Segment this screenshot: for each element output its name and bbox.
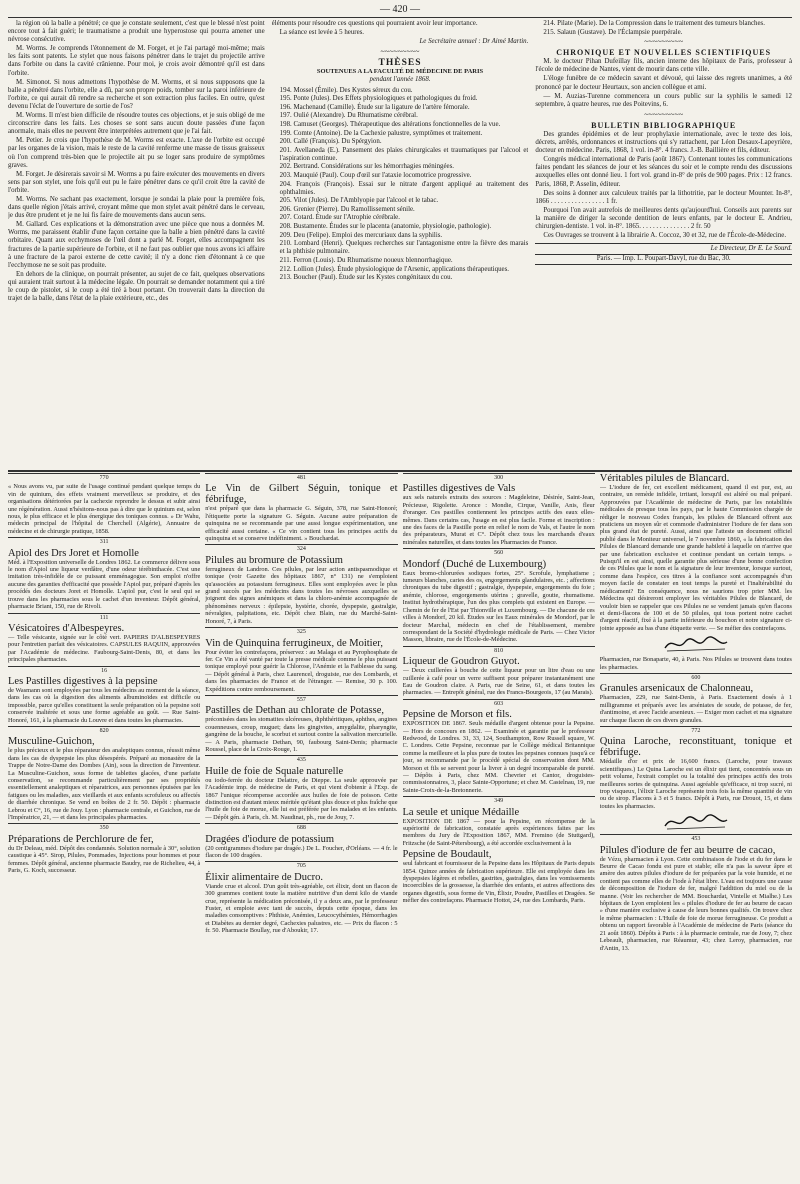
ad-title: Vésicatoires d'Albespeyres. — [8, 622, 125, 634]
ad-title: Le Vin de Gilbert Séguin, tonique et fébrifuge, — [205, 483, 398, 506]
thesis-item: 202. Bertrand. Considérations sur les hémorrhagies méningées. — [279, 163, 455, 171]
ad-title: Pepsine de Morson et fils. — [402, 709, 512, 721]
handwritten-signature — [661, 812, 731, 832]
ad-text: aux sels naturels extraits des sources : Magdeleine, Désirée, Saint-Jean, Précieuse, Rigolette. Aronce : Mondie, Cirque, Vanille, Anis, fleur d'oranger. Ces pastilles contiennent les principes actifs des eaux elles-mêmes. Dans certains cas, l'usage en est plus facile. Forme et inscription : une des faces de la Pastille porte en relief le nom de Vals, et l'autre le nom des préparateurs, Murat et C°. Dépôt chez tous les marchands d'eaux minérales naturelles, et dans toutes les Pharmacies de France. — [402, 494, 595, 546]
page-number: — 420 — — [380, 4, 420, 15]
ad-number: 688 — [296, 825, 306, 832]
ad-title: Pilules d'iodure de fer au beurre de cacao, — [599, 844, 776, 856]
secretary-signature: Le Secrétaire annuel : Dr Aimé Martin. — [419, 38, 529, 46]
ad-title: Pastilles digestives de Vals — [402, 483, 516, 495]
thesis-item: 205. Vilot (Jules). De l'Amblyopie par l'alcool et le tabac. — [279, 197, 439, 205]
chronique-title: CHRONIQUE ET NOUVELLES SCIENTIFIQUES — [556, 48, 772, 58]
paragraph: la région où la balle a pénétré; ce que je constate seulement, c'est que le blessé n'est point encore tout à fait guéri; le traumatisme a produit une hyperostose qui pourra amener une névrose consécutive. — [8, 20, 265, 44]
advertisement — [403, 699, 595, 794]
ad-number: 324 — [296, 546, 306, 553]
paragraph: M. Simonot. Si nous admettons l'hypothèse de M. Worms, et si nous supposons que la balle a pénétré dans l'orbite, elle a dû, par son propre poids, tomber sur la paroi inférieure de l'orbite, ce qui aurait dû rendre sa recherche et son extraction plus faciles. En outre, qu'est devenu l'éclat de l'ouverture de sortie de l'os? — [8, 78, 265, 110]
ad-divider — [205, 627, 397, 628]
text-column-3 — [535, 20, 792, 468]
ad-text: n'est préparé que dans la pharmacie G. Séguin, 378, rue Saint-Honoré; l'étiquette porte la signature G. Séguin. Aucune autre préparation de quinquina ne se recommande par une aussi longue expérimentation, une efficacité aussi certaine. « Ce vin contient tous les principes actifs du quinquina et se conserve indéfiniment. » Bouchardat. — [205, 505, 398, 543]
advertisement — [403, 849, 595, 904]
theses-list — [272, 87, 529, 283]
ad-divider — [600, 834, 792, 835]
ad-divider — [403, 699, 595, 700]
advertisement — [205, 823, 397, 859]
thesis-item: 194. Mossel (Émile). Des Kystes séreux du cou. — [279, 86, 413, 94]
chronique-body — [535, 58, 792, 109]
ad-text: Eaux bromo-chlorurées sodiques fortes, 25°. Scrofule, lymphatisme ; tumeurs blanches, caries des os, engorgements glandulaires, etc. ; affections chroniques du tube digestif ; gastralgie, dyspepsie, engorgements du foie ; anémie, chlorose, engorgements utérins ; gravelle, goutte, rhumatisme. Institut hydrothérapique, l'un des plus complets qui existent en Europe. — Chemin de fer de l'Est par Thionville et Luxembourg. — De chacune de ces villes à Mondorf, 20 kil. Études sur les Eaux minérales de Mondorf, par le docteur Marchal, médecin en chef de l'établissement, membre correspondant de la Société d'hydrologie médicale de Paris. — Chez Victor Masson, libraire, rue de l'École-de-Médecine. — [402, 569, 595, 644]
news-item: L'éloge funèbre de ce médecin savant et dévoué, qui laisse des regrets unanimes, a été prononcé par le docteur Heurtaux, son ancien collègue et ami. — [535, 75, 792, 91]
director-line: Le Directeur, Dr E. Le Sourd. — [710, 245, 792, 253]
ad-divider — [205, 473, 397, 474]
theses-period: pendant l'année 1868. — [369, 76, 431, 84]
thesis-item: 211. Ferron (Louis). Du Rhumatisme noueux blennorrhagique. — [279, 256, 453, 264]
ad-text: le plus précieux et le plus réparateur des analeptiques connus, réussit même dans les cas de dyspepsie les plus désespérés. Préparé au monastère de la Trappe de Notre-Dame des Dombes (Ain), sous la direction de l'inventeur. La Musculine-Guichon, sous forme de tablettes glacées, d'une parfaite conservation, se recommande particulièrement par ses propriétés essentiellement analeptiques et réparatrices, aux personnes épuisées par les fatigues ou les maladies, aux vieillards et aux enfants scrofuleux ou affectés de diarrhée chronique. Se vend en boîtes de 2 fr. 50. Dépôt : pharmacie Lebrou et C°, 16, rue de Jouy. Lyon : pharmacie centrale, et Guichon, rue de l'Impératrice, 21, — et dans les principales pharmacies. — [8, 747, 201, 822]
advertisement — [205, 695, 397, 753]
ads-column-1 — [8, 473, 200, 1173]
ad-title: Mondorf (Duché de Luxembourg) — [402, 558, 547, 570]
advertisement — [205, 755, 397, 821]
ad-number: 300 — [494, 475, 504, 481]
paragraph: M. Worms. Je comprends l'étonnement de M. Forget, et je l'ai partagé moi-même; mais les faits sont patents. Le stylet que nous faisons pénétrer dans le trajet du projectile arrive dans l'orbite ou dans la cavité crânienne. Pour moi, je crois avoir démontré qu'il est dans l'orbite. — [8, 45, 265, 77]
ad-title: Apiol des Drs Joret et Homolle — [8, 547, 139, 559]
ad-title: Pastilles de Dethan au chlorate de Potasse, — [205, 705, 384, 717]
closing-line: La séance est levée à 5 heures. — [279, 29, 365, 37]
ad-number: 16 — [101, 667, 108, 674]
ad-text: seul fabricant et fournisseur de la Pepsine dans les Hôpitaux de Paris depuis 1854. Quinze années de fabrication supérieure. Elle est employée dans les dyspepsies légères et rebelles, gastrites, gastralgies, dans les vomissements incoercibles de la grossesse, la diarrhée des enfants, et autres affections des organes digestifs, sous forme de Vin, Élixir, Poudre, Pastilles et Dragées. Se méfier des contrefaçons. Pharmacie Hottot, 24, rue des Lombards, Paris. — [402, 860, 595, 905]
ad-number: 453 — [691, 836, 701, 843]
divider-ornament: ~~~~~~~~~ — [644, 109, 684, 119]
thesis-item: 215. Salaun (Gustave). De l'Éclampsie puerpérale. — [543, 28, 683, 36]
journal-page — [8, 3, 792, 1178]
top-rule — [8, 17, 792, 18]
thesis-item: 200. Callé (François). Du Spérgyion. — [279, 138, 382, 146]
ad-divider — [600, 726, 792, 727]
theses-list-continued — [535, 20, 792, 37]
ad-divider — [205, 755, 397, 756]
ad-text: — L'iodure de fer, cet excellent médicament, quand il est pur, est, au contraire, un remède infidèle, irritant, lorsqu'il est altéré ou mal préparé. Approuvées par l'Académie de médecine de Paris, par les notabilités médicales de presque tous les pays, par le haute Commission chargée de rédiger le nouveau Codex français, les pilules de Blancard offrent aux praticiens un moyen sûr et commode d'administrer l'iodure de fer dans son plus grand état de pureté. Aussi, ainsi que l'atteste un document officiel publié dans le Moniteur universel, le 7 novembre 1860, « la fabrication des Pilules de Blancard demande une grande habileté à laquelle on n'arrive que par une fabrication exclusive et continue pendant un certain temps. » Puisqu'il en est ainsi, quelle garantie plus sérieuse d'une bonne confection de ces Pilules que le nom et la signature de leur inventeur, lorsque surtout, comme dans l'espèce, ces titres à la confiance sont accompagnés d'un moyen facile de constater en tout temps la pureté et l'inaltérabilité du médicament? En conséquence, nous ne saurions trop prier MM. les Médecins qui désireront employer les véritables Pilules de Blancard, de vouloir bien se rappeler que ces Pilules ne se vendent jamais qu'en flacons et demi-flacons de 100 et de 50 pilules, qui tous portent notre cachet d'argent réactif, fixé à la partie inférieure du bouchon et notre signature ci-jointe apposée au bas d'une étiquette verte. — Se méfier des contrefaçons. — [599, 484, 792, 632]
thesis-item: 212. Lollion (Jules). Étude physiologique de l'Arsenic, applications thérapeutiques. — [279, 265, 510, 273]
divider-ornament: ~~~~~~~~~ — [644, 37, 684, 47]
bibliography-body — [535, 131, 792, 240]
ad-number: 820 — [99, 727, 109, 734]
news-item: M. le docteur Pihan Dufeillay fils, ancien interne des hôpitaux de Paris, professeur à l'école de médecine de Nantes, vient de mourir dans cette ville. — [535, 58, 792, 74]
ad-text: Pharmacien, rue Bonaparte, 40, à Paris. Nos Pilules se trouvent dans toutes les pharmacies. — [599, 656, 792, 671]
ad-text: ou iodo-ferrée du docteur Delattre, de Dieppe. La seule approuvée par l'Académie imp. de médecine de Paris, et qui vient d'obtenir à l'Exp. de 1867 l'unique récompense accordée aux huiles de foie de poisson. Cette distinction est d'autant mieux méritée qu'étant plus douce et plus fraîche que l'huile de foie de morue, elle lui est préférée par les malades et les enfants. — Dépôt gén. à Paris, ch. M. Naudinat, ph., rue de Jouy, 7. — [205, 776, 398, 821]
ad-title: La seule et unique Médaille — [402, 806, 520, 818]
ad-divider — [8, 537, 200, 538]
ad-divider — [600, 673, 792, 674]
paragraph: En dehors de la clinique, on pourrait présenter, au sujet de ce fait, quelques observations qui auraient trait surtout à la médecine légale. On pourrait se demander notamment qui a tiré le coup de pistolet, si le coup a été tiré à bout portant. On trouverait dans la direction du trajet de la balle, dans l'état de la plaie extérieure, etc., des — [8, 270, 265, 303]
ad-divider — [8, 473, 200, 474]
ad-divider — [8, 823, 200, 824]
ad-number: 603 — [494, 700, 504, 707]
ad-text: de Vézu, pharmacien à Lyon. Cette combinaison de l'iode et du fer dans le Beurre de Cacao fondu est pure et stable; elle n'a pas la saveur âpre et amère des autres pilules d'iodure de fer préparées par la voie humide, et ne contient pas comme elles de l'iode à l'état libre. L'eau est toujours une cause de décomposition de l'iodure de fer, malgré l'addition du miel ou de la manne. (Voir les rechercher de MM. Bouchardat, Vintelle et Mialhe.) Les hôpitaux de Lyon emploient les « pilules d'iodure de fer au beurre de cacao » d'une manière exclusive à cause de leurs bonnes qualités. On trouve chez le même pharmacien : L'Huile de foie de morue ferrugineuse. Ce produit a obtenu un rapport favorable à l'Académie de médecine de Paris (séance du 21 août 1860). Dépôts à Paris : à la pharmacie centrale, rue de Jouy, 7; chez Lebeault, pharmacien, rue Réaumur, 43; chez Leroy, pharmacien, rue d'Antin, 13. — [599, 855, 792, 952]
ad-title: Granules arsenicaux de Chalonneau, — [599, 683, 754, 695]
ad-title: Liqueur de Goudron Guyot. — [402, 656, 520, 668]
ad-title: Pepsine de Boudault, — [402, 849, 492, 861]
ad-text: préconisées dans les stomatites ulcéreuses, diphthéritiques, aphthes, angines couenneuses, croup, muguet; dans les gingivites, amygdalite, pharyngite, gangrène de la bouche, le scorbut et surtout contre la salivation mercurielle. — A Paris, pharmacie Dethan, 90, faubourg Saint-Denis; pharmacie Roussel, place de la Croix-Rouge, 1. — [205, 716, 398, 753]
thesis-item: 208. Bustamente. Études sur le placenta (anatomie, physiologie, pathologie). — [279, 223, 492, 231]
ad-text: Viande crue et alcool. D'un goût très-agréable, cet élixir, dont un flacon de 300 grammes contient toute la matière nutritive d'un demi kilo de viande crue, représente la médication préconisée, il y a deux ans, par le professeur Fuster, et emploie avec tant de succès, depuis cette époque, dans les maladies consomptives : Phthisie, Anémies, Leucocythémies, Hémorrhagies et Diabètes au dernier degré, Cachexies palustres, etc. — Prix du flacon : 5 fr. 50. Pharmacie Boullay, rue d'Aboukir, 17. — [205, 882, 398, 935]
ad-title: Les Pastilles digestives à la pepsine — [8, 675, 158, 687]
advertisement — [205, 627, 397, 693]
ad-number: 311 — [99, 539, 109, 546]
thesis-item: 203. Mauquié (Paul). Coup d'œil sur l'ataxie locomotrice progressive. — [279, 172, 472, 179]
advertisement — [205, 861, 397, 934]
bibliography-item: Des grandes épidémies et de leur prophylaxie internationale, avec le texte des lois, décrets, arrêtés, ordonnances et instructions qui s'y rattachent, par Léon Desaux-Lapeyrière, docteur en médecine. Paris, 1868, 1 vol. in-8°. 4 francs. J.-B. Baillière et fils, éditeur. — [535, 130, 792, 155]
ad-title: Quina Laroche, reconstituant, tonique et fébrifuge. — [599, 736, 792, 759]
ads-column-3 — [403, 473, 595, 1173]
ad-text: Pour éviter les contrefaçons, préservez : au Malaga et au Pyrophosphate de fer. Ce Vin a été vanté par toute la presse médicale comme le plus puissant tonique employé pour guérir la Chlorose, l'Anémie et la Faiblesse du sang. — Dépôt général à Paris, chez Laurencel, droguiste, rue des Lombards, et dans les pharmacies de France et de l'étranger. — Remise, 30 p. 100. Expéditions contre remboursement. — [205, 648, 398, 693]
advertisement — [600, 834, 792, 952]
advertisement — [403, 796, 595, 847]
bibliography-item: Ces Ouvrages se trouvent à la librairie A. Coccoz, 30 et 32, rue de l'École-de-Médecine. — [543, 232, 787, 240]
editorial-section — [8, 20, 792, 468]
ad-number: 435 — [296, 757, 306, 764]
ad-text: « Nous avons vu, par suite de l'usage continué pendant quelque temps du vin de quinium, des effets vraiment merveilleux se produire, et des organisations détériorées par la cachexie reprendre le dessus et subir ainsi une régénération. Aussi n'hésitons-nous pas à dire que le quinium est, selon nous, le plus efficace et le plus énergique des toniques connus. » Dr Wahu, médecin principal de l'hôpital de Cherchell (Algérie), Annuaire de médecine et de chirurgie pratique, 1858. — [8, 483, 201, 535]
ad-number: 349 — [494, 798, 504, 805]
advertisements-section — [8, 470, 792, 1173]
advertisement — [8, 823, 200, 874]
ad-divider — [205, 695, 397, 696]
advertisement — [403, 646, 595, 697]
paragraph: M. Forget. Je désirerais savoir si M. Worms a pu faire exécuter des mouvements en divers sens par son stylet, une fois qu'il eut pu le faire pénétrer dans ce qu'il croit être la cavité de l'orbite. — [8, 170, 265, 194]
ad-divider — [8, 726, 200, 727]
ad-number: 325 — [296, 629, 306, 636]
ad-text: Méd. à l'Exposition universelle de Londres 1862. Le commerce délivre sous le nom d'Apiol une liqueur verdâtre, d'une odeur térébinthacée. C'est une imitation très-infidèle de ce puissant emménagogue. Son emploi n'offre aucune des garanties d'efficacité que possède l'Apiol pur, préparé d'après les procédés des docteurs Joret et Homolle. L'apiol pur, c'est le seul qui se trouve dans les pharmacies sous le cachet d'un inventeur. Dépôt général, pharmacie Briant, 150, rue de Rivoli. — [8, 558, 201, 611]
ad-divider — [403, 473, 595, 474]
ad-text: EXPOSITION DE 1867. Seuls médaille d'argent obtenue pour la Pepsine. — Hors de concours en 1862. — Examinée et garantie par le professeur Redwood, de Londres. 31, 33, 124, Southampton, Row Russell square, W. C. Londres. Cette Pepsine, reconnue par le Collège médical Britannique comme la meilleure et la plus pure de toutes les pepsines connues jusqu'à ce jour, se recommande par le procédé spécial de conservation dont MM. Morson et fils se servent pour la livrer à un degré incomparable de pureté. — Dépôts à Paris, chez MM. Chevrier et Cantor, droguistes-commissionnaires, 3, place Sainte-Opportune; et chez M. Castelnau, 19, rue Sainte-Croix-de-la-Bretonnerie. — [402, 720, 595, 794]
bibliography-item: Pourquoi l'on avait autrefois de meilleures dents qu'aujourd'hui. Conseils aux parents sur la manière de diriger la seconde dentition de leurs enfants, par le docteur E. Andrieu, chirurgien-dentiste. 1 vol. in-8°. 1865. . . . . . . . . . . . . . . 2 fr. 50 — [535, 206, 792, 230]
advertisement — [205, 544, 397, 625]
paragraph: M. Worms. Ne sachant pas exactement, lorsque je sondai la plaie pour la première fois, dans quelle région j'étais arrivé, croyant même que mon stylet avait pénétré dans le cerveau, je dus être prudent et je ne lui fis faire de mouvements dans aucun sens. — [8, 195, 265, 220]
advertisement — [8, 537, 200, 610]
advertisement — [403, 548, 595, 643]
ad-number: 350 — [99, 825, 109, 832]
thesis-item: 213. Boucher (Paul). Étude sur les Kystes congénitaux du cou. — [279, 274, 453, 282]
ad-number: 810 — [494, 647, 504, 654]
thesis-item: 198. Camuset (Georges). Thérapeutique des altérations fonctionnelles de la vue. — [279, 120, 501, 128]
ad-title: Préparations de Perchlorure de fer, — [8, 833, 154, 845]
ad-text: (20 centigrammes d'iodure par dragée.) De L. Foucher, d'Orléans. — 4 fr. le flacon de 100 dragées. — [205, 844, 398, 860]
ad-number: 560 — [494, 550, 504, 557]
ad-text: — Telle vésicante, signée sur le côté vert. PAPIERS D'ALBESPEYRES pour l'entretien parfait des vésicatoires. CAPSULES RAQUIN, approuvées par l'Académie de médecine. Faubourg-Saint-Denis, 80, et dans les principales pharmacies. — [8, 633, 201, 664]
ad-number: 557 — [296, 696, 306, 703]
theses-title: THÈSES — [378, 58, 422, 69]
advertisement — [8, 666, 200, 724]
ad-number: 111 — [99, 614, 109, 621]
ad-text: du Dr Deleau, méd. Dépôt des condamnés. Solution normale à 30°, solution caustique à 45°. Sirop, Pilules, Pommades, Injections pour hommes et pour femmes. Dépôt général, ancienne pharmacie Baudry, rue de Richelieu, 44, à Paris, G. Koch, successeur. — [8, 844, 201, 875]
bibliography-item: Des soins à donner aux calculeux traités par la lithotritie, par le docteur Mounter. In-8°, 1866 . . . . . . . . . . . . . . . . 1 fr. — [535, 189, 792, 205]
ad-number: 705 — [296, 863, 306, 870]
ad-text: Pharmacien, 229, rue Saint-Denis, à Paris. Exactement dosés à 1 milligramme et préparés avec les arséniates de soude, de potasse, de fer, d'antimoine, et avec l'acide arsenieux. — Exiger mon cachet et ma signature sur chaque flacon de ces divers granules. — [599, 694, 792, 724]
printer-line: Paris. — Imp. L. Poupart-Davyl, rue du Bac, 30. — [596, 255, 731, 263]
advertisement — [600, 656, 792, 671]
thesis-item: 214. Pilate (Marie). De la Compression dans le traitement des tumeurs blanches. — [543, 20, 765, 27]
thesis-item: 197. Oulié (Alexandre). Du Rhumatisme cérébral. — [279, 112, 418, 120]
divider-ornament: ~~~~~~~~~ — [380, 47, 420, 57]
ads-column-2 — [205, 473, 397, 1173]
ad-number: 600 — [691, 674, 701, 681]
thesis-item: 206. Grenier (Pierre). Du Ramollissement sénile. — [279, 205, 415, 213]
ad-title: Véritables pilules de Blancard. — [599, 473, 730, 484]
advertisement — [403, 473, 595, 546]
advertisement — [600, 673, 792, 724]
divider — [535, 264, 792, 265]
advertisement — [8, 473, 200, 535]
advertisement — [600, 473, 792, 654]
ad-title: Musculine-Guichon, — [8, 736, 95, 748]
ad-number: 772 — [691, 727, 701, 734]
ad-number: 481 — [296, 475, 306, 481]
ad-title: Huile de foie de Squale naturelle — [205, 765, 344, 777]
thesis-item: 207. Cotard. Étude sur l'Atrophie cérébrale. — [279, 214, 400, 222]
ad-divider — [403, 548, 595, 549]
ad-text: EXPOSITION DE 1867 — pour la Pepsine, en récompense de la supériorité de fabrication, constatée après expériences faites par les membres du Jury de l'Exposition 1867, MM. Fremino (de Stuttgard), Fritzsche (de Saint-Pétersbourg), a été accordée exclusivement à la — [402, 817, 595, 847]
thesis-item: 196. Machenaud (Camille). Étude sur la ligature de l'artère fémorale. — [279, 103, 470, 111]
theses-subtitle: SOUTENUES A LA FACULTÉ DE MÉDECINE DE PARIS — [316, 68, 484, 76]
thesis-item: 204. François (François). Essai sur le nitrate d'argent appliqué au traitement des ophthalmies. — [279, 180, 529, 196]
thesis-item: 201. Avellaneda (E.). Pansement des plaies chirurgicales et traumatiques par l'alcool et l'aspiration continue. — [279, 146, 529, 162]
ad-text: ferrugineux de Landron. Ces pilules, par leur action antispasmodique et tonique (voir Gazette des hôpitaux 1867, n° 131) ne s'emploient qu'associées au potassium ferrugineux. Elles sont employées avec le plus grand succès par les médecins dans toutes les névroses auxquelles se joignent des signes anémiques et dans la chloro-anémie accompagnée de phénomènes nerveux : épilepsie, hystérie, chorée, dyspepsie, gastralgie, névralgies, palpitations, etc. Dépôt chez Blain, rue du Marché-Saint-Honoré, 7, à Paris. — [205, 565, 398, 625]
paragraph: M. Gallard. Ces explications et la démonstration avec une pièce que nous a données M. Worms, me paraissent établir d'une façon certaine que la balle a bien pénétré dans la cavité orbitaire. Quant aux ecchymoses de l'œil dont a parlé M. Forget, elles accompagnent les fractures de la partie supérieure de l'orbite, et il ne faut pas oublier que nous avons ici affaire à une fracture de la paroi externe de cette cavité; il n'y a donc rien d'étonnant à ce que l'ecchymose ne se soit pas produite. — [8, 221, 265, 269]
thesis-item: 210. Lombard (Henri). Quelques recherches sur l'antagonisme entre la fièvre des marais et la phthisie pulmonaire. — [279, 240, 529, 256]
news-item: — M. Auzias-Turenne commencera un cours public sur la syphilis le samedi 12 septembre, à quatre heures, rue des Poitevins, 6. — [535, 92, 792, 108]
ad-divider — [205, 861, 397, 862]
ad-divider — [8, 613, 200, 614]
paragraph: M. Worms. Il m'est bien difficile de résoudre toutes ces objections, et je suis obligé de me circonscrire dans les faits. Les choses se sont sans aucun doute passées d'une façon anormale, mais elles ne peuvent être interprétées autrement que je l'ai fait. — [8, 112, 265, 136]
ad-text: — Deux cuillerées à bouche de cette liqueur pour un litre d'eau ou une cuillerée à café pour un verre suffisent pour préparer instantanément une Eau de Goudron claire. A Paris, rue de Seine, 61, et dans toutes les pharmacies. — Entrepôt général, rue des Francs-Bourgeois, 17 (au Marais). — [402, 667, 595, 697]
thesis-item: 199. Comte (Antoine). De la Cachexie palustre, symptômes et traitement. — [279, 129, 483, 137]
ads-column-4 — [600, 473, 792, 1173]
ad-text: de Wasmann sont employées par tous les médecins au moment de la séance, dans les cas où la digestion des aliments albuminoïdes est difficile ou impossible, parce qu'elles constituent la seule préparation où la pepsine soit conservée inaltérée et sous une forme agréable au goût. — Rue Saint-Honoré, 161, à la pharmacie du Louvre et dans toutes les pharmacies. — [8, 686, 201, 724]
thesis-item: 209. Deu (Felipe). Emploi des mercuriaux dans la syphilis. — [279, 231, 443, 239]
divider — [535, 243, 792, 244]
ad-text: Médaille d'or et prix de 16,600 francs. (Laroche, pour travaux scientifiques.) Le Quina Laroche est un élixir qui tient, concentrés sous un petit volume, l'extrait complet ou la totalité des principes actifs des trois meilleures sortes de quinquina. Aussi agréable qu'efficace, ni trop sucré, ni trop visqueux, l'élixir Laroche représente trois fois la même quantité de vin ou de sirop. Flacons à 3 et 5 francs. Dépôt à Paris, rue Drouot, 15, et dans toutes les pharmacies. — [599, 758, 792, 810]
thesis-item: 195. Ponte (Jules). Des Effets physiologiques et pathologiques du froid. — [279, 95, 478, 103]
paragraph: M. Petier. Je crois que l'hypothèse de M. Worms est exacte. L'axe de l'orbite est occupé par les organes de la vision, mais le reste de la cavité renferme une masse de tissus graisseux où l'on comprend très-bien que le projectile ait pu se loger sans produire de symptômes graves. — [8, 137, 265, 169]
ad-divider — [403, 646, 595, 647]
ad-divider — [8, 666, 200, 667]
ad-divider — [403, 796, 595, 797]
ad-title: Vin de Quinquina ferrugineux, de Moitier, — [205, 637, 383, 649]
ad-number: 770 — [99, 475, 109, 481]
bibliography-item: Congrès médical international de Paris (août 1867). Contenant toutes les communications faites pendant les séances de jour et les séances du soir et le compte rendu des discussions auxquelles elles ont donné lieu. 1 fort vol. grand in-8° de près de 900 pages. Prix : 12 francs. Paris, 1868, P. Asselin, éditeur. — [535, 156, 792, 188]
advertisement — [600, 726, 792, 832]
ad-title: Élixir alimentaire de Ducro. — [205, 871, 324, 883]
paragraph: éléments pour résoudre ces questions qui pourraient avoir leur importance. — [271, 20, 478, 27]
ad-title: Pilules au bromure de Potassium — [205, 554, 343, 566]
bibliography-title: BULLETIN BIBLIOGRAPHIQUE — [591, 120, 737, 130]
text-column-2 — [272, 20, 529, 468]
advertisement — [205, 473, 397, 542]
ad-divider — [205, 823, 397, 824]
advertisement — [8, 726, 200, 821]
advertisement — [8, 613, 200, 664]
ad-title: Dragées d'iodure de potassium — [205, 833, 334, 845]
text-column-1 — [8, 20, 265, 468]
ad-divider — [205, 544, 397, 545]
handwritten-signature — [661, 634, 731, 654]
